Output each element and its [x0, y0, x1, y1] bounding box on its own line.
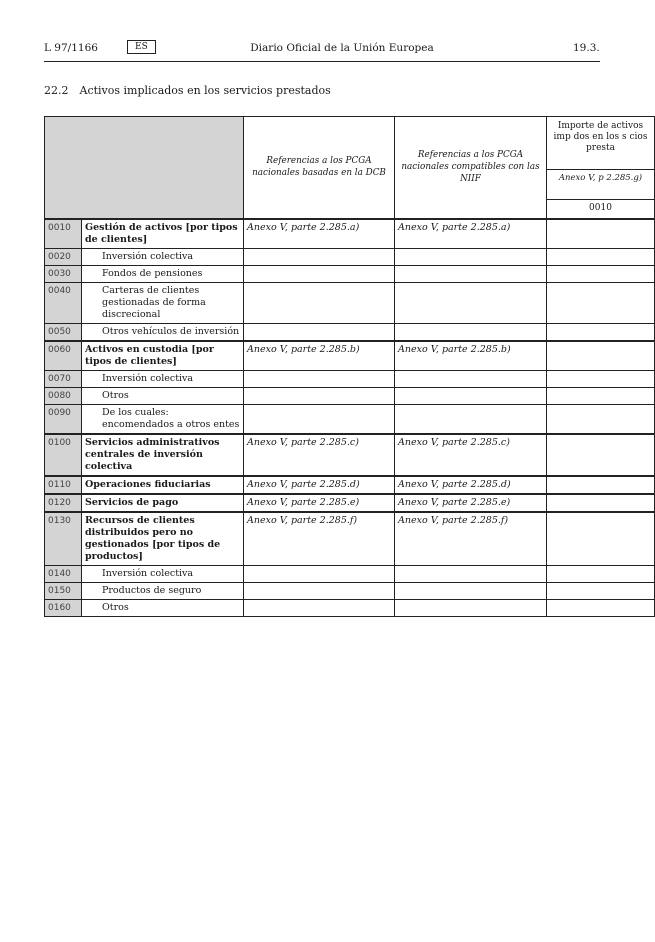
row-label: Productos de seguro — [82, 582, 244, 599]
assets-table — [44, 116, 655, 617]
section-title: Activos implicados en los servicios prestados — [79, 84, 331, 97]
row-code: 0060 — [45, 341, 82, 371]
row-ref-niif — [395, 565, 547, 582]
row-amount-cell — [547, 476, 655, 494]
row-ref-dcb — [244, 582, 395, 599]
row-ref-dcb — [244, 282, 395, 323]
table-row — [45, 599, 655, 616]
row-ref-niif — [395, 265, 547, 282]
row-code: 0080 — [45, 387, 82, 404]
table-row — [45, 370, 655, 387]
row-code: 0090 — [45, 404, 82, 434]
journal-reference: L 97/1166 — [44, 42, 98, 54]
row-ref-dcb — [244, 248, 395, 265]
row-code: 0070 — [45, 370, 82, 387]
row-ref-dcb — [244, 265, 395, 282]
row-code: 0020 — [45, 248, 82, 265]
row-label: Fondos de pensiones — [82, 265, 244, 282]
publication-date: 19.3. — [573, 42, 600, 54]
row-amount-cell — [547, 387, 655, 404]
row-amount-cell — [547, 265, 655, 282]
section-number: 22.2 — [44, 84, 69, 97]
row-label: Otros — [82, 599, 244, 616]
page-header — [0, 40, 600, 58]
row-amount-cell — [547, 599, 655, 616]
row-ref-niif: Anexo V, parte 2.285.e) — [395, 494, 547, 512]
row-amount-cell — [547, 565, 655, 582]
table-row — [45, 494, 655, 512]
row-code: 0150 — [45, 582, 82, 599]
row-label: Carteras de clientes gestionadas de forma discrecional — [82, 282, 244, 323]
row-ref-niif: Anexo V, parte 2.285.d) — [395, 476, 547, 494]
row-amount-cell — [547, 404, 655, 434]
header-rule — [44, 61, 600, 62]
row-ref-dcb: Anexo V, parte 2.285.a) — [244, 219, 395, 249]
row-amount-cell — [547, 494, 655, 512]
row-amount-cell — [547, 341, 655, 371]
row-amount-cell — [547, 219, 655, 249]
row-label: Inversión colectiva — [82, 565, 244, 582]
row-amount-cell — [547, 512, 655, 566]
row-code: 0100 — [45, 434, 82, 476]
table-row — [45, 404, 655, 434]
row-code: 0030 — [45, 265, 82, 282]
row-label: Recursos de clientes distribuidos pero no gestionados [por tipos de productos] — [82, 512, 244, 566]
row-code: 0110 — [45, 476, 82, 494]
header-dcb: Referencias a los PCGA nacionales basadas en la DCB — [244, 117, 395, 219]
table-row — [45, 512, 655, 566]
row-ref-niif — [395, 323, 547, 341]
header-blank-cell — [45, 117, 244, 219]
table-row — [45, 323, 655, 341]
row-ref-dcb: Anexo V, parte 2.285.e) — [244, 494, 395, 512]
header-amount-code: 0010 — [547, 200, 655, 219]
table-row — [45, 282, 655, 323]
row-ref-niif — [395, 599, 547, 616]
header-amount: Importe de activos imp dos en los s cios presta — [547, 117, 655, 170]
table-row — [45, 248, 655, 265]
row-ref-dcb: Anexo V, parte 2.285.d) — [244, 476, 395, 494]
row-amount-cell — [547, 434, 655, 476]
row-code: 0140 — [45, 565, 82, 582]
row-ref-niif — [395, 404, 547, 434]
row-ref-dcb — [244, 565, 395, 582]
row-ref-niif — [395, 370, 547, 387]
row-label: Activos en custodia [por tipos de clientes] — [82, 341, 244, 371]
publication-title: Diario Oficial de la Unión Europea — [250, 42, 434, 54]
table-row — [45, 582, 655, 599]
row-ref-niif — [395, 282, 547, 323]
row-label: Gestión de activos [por tipos de clientes] — [82, 219, 244, 249]
row-code: 0120 — [45, 494, 82, 512]
row-amount-cell — [547, 370, 655, 387]
row-label: Servicios de pago — [82, 494, 244, 512]
row-ref-dcb — [244, 323, 395, 341]
row-ref-niif — [395, 248, 547, 265]
table-row — [45, 219, 655, 249]
row-label: Otros vehículos de inversión — [82, 323, 244, 341]
row-label: De los cuales: encomendados a otros entes — [82, 404, 244, 434]
row-ref-dcb — [244, 387, 395, 404]
table-row — [45, 476, 655, 494]
row-code: 0160 — [45, 599, 82, 616]
row-label: Inversión colectiva — [82, 248, 244, 265]
row-amount-cell — [547, 582, 655, 599]
row-ref-dcb — [244, 599, 395, 616]
table-row — [45, 434, 655, 476]
row-ref-niif: Anexo V, parte 2.285.a) — [395, 219, 547, 249]
table-row — [45, 265, 655, 282]
row-ref-dcb: Anexo V, parte 2.285.b) — [244, 341, 395, 371]
row-ref-niif — [395, 582, 547, 599]
row-code: 0130 — [45, 512, 82, 566]
row-label: Otros — [82, 387, 244, 404]
table-row — [45, 387, 655, 404]
row-ref-niif — [395, 387, 547, 404]
row-label: Servicios administrativos centrales de inversión colectiva — [82, 434, 244, 476]
row-ref-niif: Anexo V, parte 2.285.c) — [395, 434, 547, 476]
row-amount-cell — [547, 248, 655, 265]
header-niif: Referencias a los PCGA nacionales compatibles con las NIIF — [395, 117, 547, 219]
header-amount-ref: Anexo V, p 2.285.g) — [547, 170, 655, 200]
row-amount-cell — [547, 323, 655, 341]
row-ref-niif: Anexo V, parte 2.285.f) — [395, 512, 547, 566]
row-ref-dcb: Anexo V, parte 2.285.c) — [244, 434, 395, 476]
row-label: Inversión colectiva — [82, 370, 244, 387]
row-ref-dcb — [244, 370, 395, 387]
table-row — [45, 565, 655, 582]
row-code: 0050 — [45, 323, 82, 341]
row-ref-niif: Anexo V, parte 2.285.b) — [395, 341, 547, 371]
row-ref-dcb: Anexo V, parte 2.285.f) — [244, 512, 395, 566]
row-amount-cell — [547, 282, 655, 323]
row-ref-dcb — [244, 404, 395, 434]
row-label: Operaciones fiduciarias — [82, 476, 244, 494]
section-heading — [44, 84, 331, 97]
language-badge: ES — [127, 40, 156, 54]
row-code: 0040 — [45, 282, 82, 323]
row-code: 0010 — [45, 219, 82, 249]
table-row — [45, 341, 655, 371]
